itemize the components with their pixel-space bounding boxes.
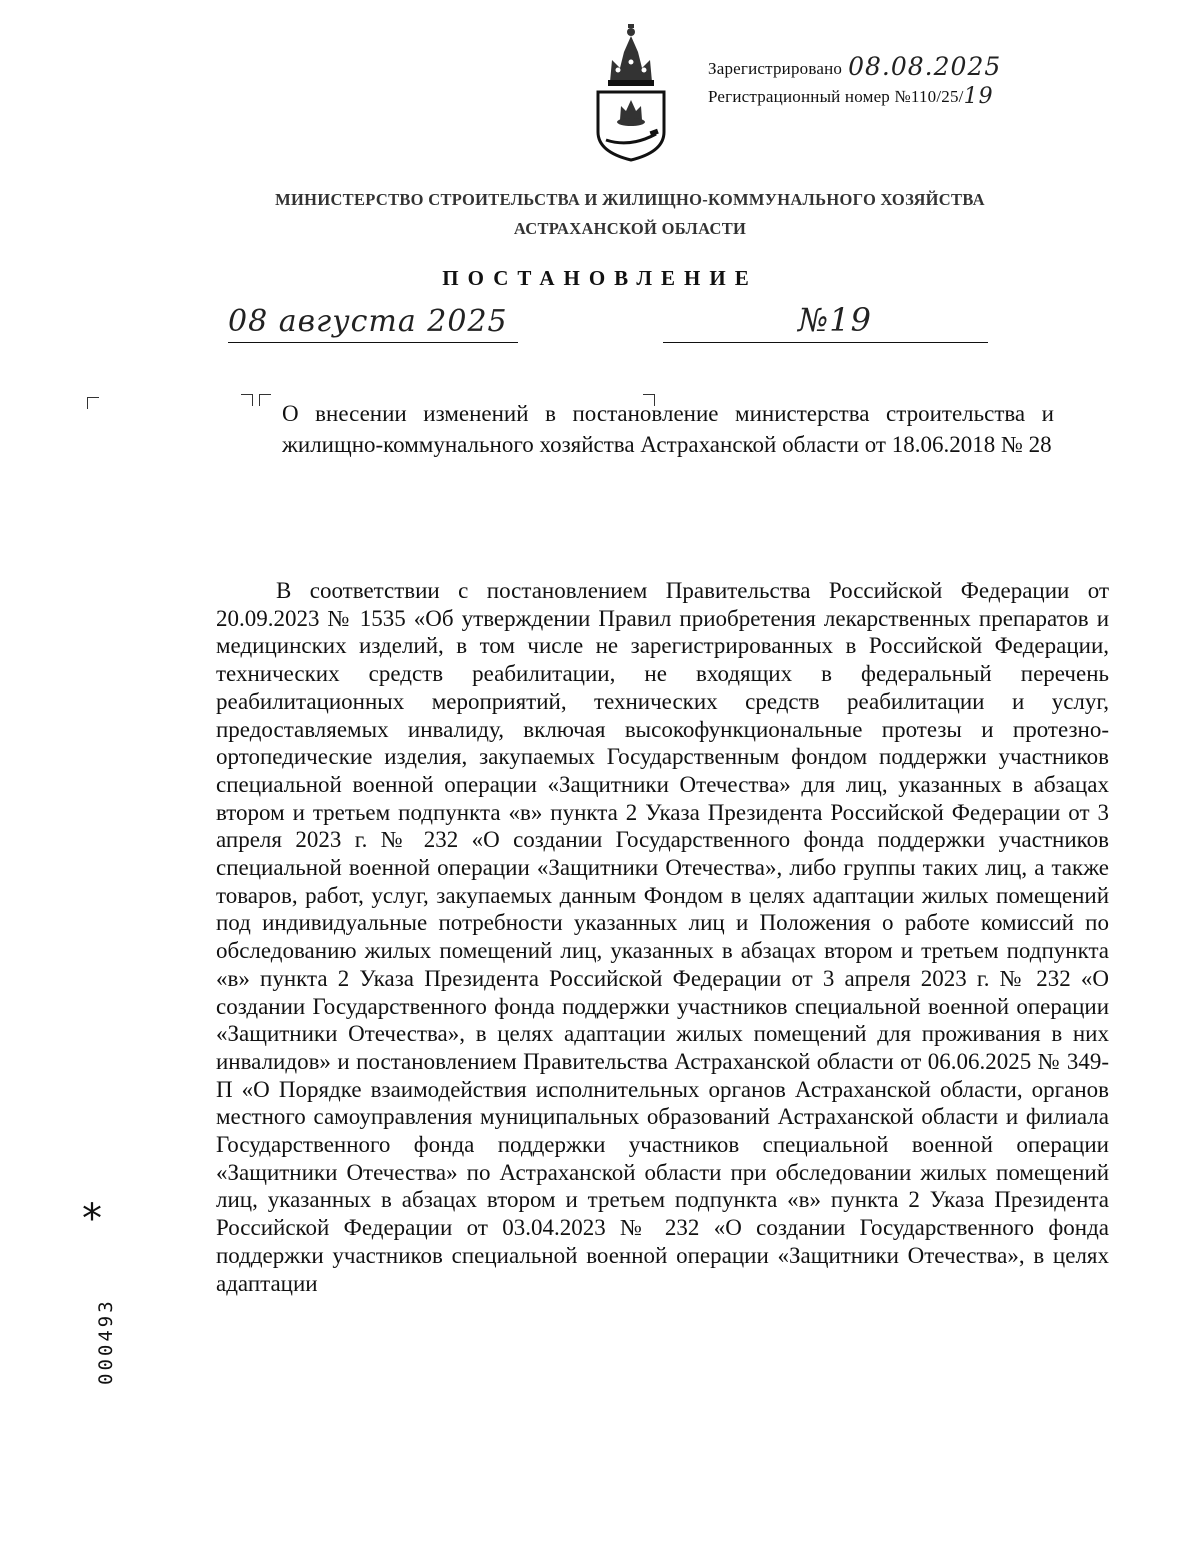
document-type: ПОСТАНОВЛЕНИЕ xyxy=(442,266,758,290)
document-body: В соответствии с постановлением Правительства Российской Федерации от 20.09.2023 № 1535 «Об утверждении Правил приобретения лекарственных препаратов и медицинских изделий, в том числе не зарегистрированных в Российской Федерации, технических средств реабилитации, не входящих в федеральный перечень реабилитационных мероприятий, технических средств реабилитации и услуг, предоставляемых инвалиду, включая высокофункциональные протезы и протезно-ортопедические изделия, закупаемых Государственным фондом поддержки участников специальной военной операции «Защитники Отечества» для лиц, указанных в абзацах втором и третьем подпункта «в» пункта 2 Указа Президента Российской Федерации от 3 апреля 2023 г. № 232 «О создании Государственного фонда поддержки участников специальной военной операции «Защитники Отечества», либо группы таких лиц, а также товаров, работ, услуг, закупаемых данным Фондом в целях адаптации жилых помещений под индивидуальные потребности указанных лиц и Положения о работе комиссий по обследованию жилых помещений лиц, указанных в абзацах втором и третьем подпункта «в» пункта 2 Указа Президента Российской Федерации от 3 апреля 2023 г. № 232 «О создании Государственного фонда поддержки участников специальной военной операции «Защитники Отечества», в целях адаптации жилых помещений для проживания в них инвалидов» и постановлением Правительства Астраханской области от 06.06.2025 № 349-П «О Порядке взаимодействия исполнительных органов Астраханской области, органов местного самоуправления муниципальных образований Астраханской области и филиала Государственного фонда поддержки участников специальной военной операции «Защитники Отечества» по Астраханской области при обследовании жилых помещений лиц, указанных в абзацах втором и третьем подпункта «в» пункта 2 Указа Президента Российской Федерации от 03.04.2023 № 232 «О создании Государственного фонда поддержки участников специальной военной операции «Защитники Отечества», в целях адаптации xyxy=(216,578,1109,1296)
date-underline xyxy=(228,342,518,343)
document-date-handwritten: 08 августа 2025 xyxy=(228,304,508,339)
bracket-corner-subject xyxy=(259,394,271,406)
number-underline xyxy=(663,342,988,343)
ministry-header xyxy=(150,185,1110,243)
coat-of-arms-icon xyxy=(590,22,672,162)
side-star-mark: * xyxy=(82,1196,102,1242)
document-subject: О внесении изменений в постановление министерства строительства и жилищно-коммунального хозяйства Астраханской области от 18.06.2018 № 28 xyxy=(282,401,1054,457)
registered-line xyxy=(708,52,1001,82)
registration-block xyxy=(708,52,1001,110)
document-number-handwritten: №19 xyxy=(798,301,872,339)
registered-label: Зарегистрировано xyxy=(708,59,843,78)
registered-date-handwritten: 08.08.2025 xyxy=(848,52,1002,81)
bracket-corner-subject-right xyxy=(241,394,253,406)
reg-number-handwritten: 19 xyxy=(963,84,994,109)
side-serial-number: 000493 xyxy=(95,1298,117,1385)
bracket-corner-left xyxy=(87,397,99,409)
reg-number-line xyxy=(708,82,1001,110)
ministry-line-1: МИНИСТЕРСТВО СТРОИТЕЛЬСТВА И ЖИЛИЩНО-КОММУНАЛЬНОГО ХОЗЯЙСТВА xyxy=(275,190,985,209)
ministry-line-2: АСТРАХАНСКОЙ ОБЛАСТИ xyxy=(513,219,747,238)
reg-number-label: Регистрационный номер №110/25/ xyxy=(708,87,964,106)
